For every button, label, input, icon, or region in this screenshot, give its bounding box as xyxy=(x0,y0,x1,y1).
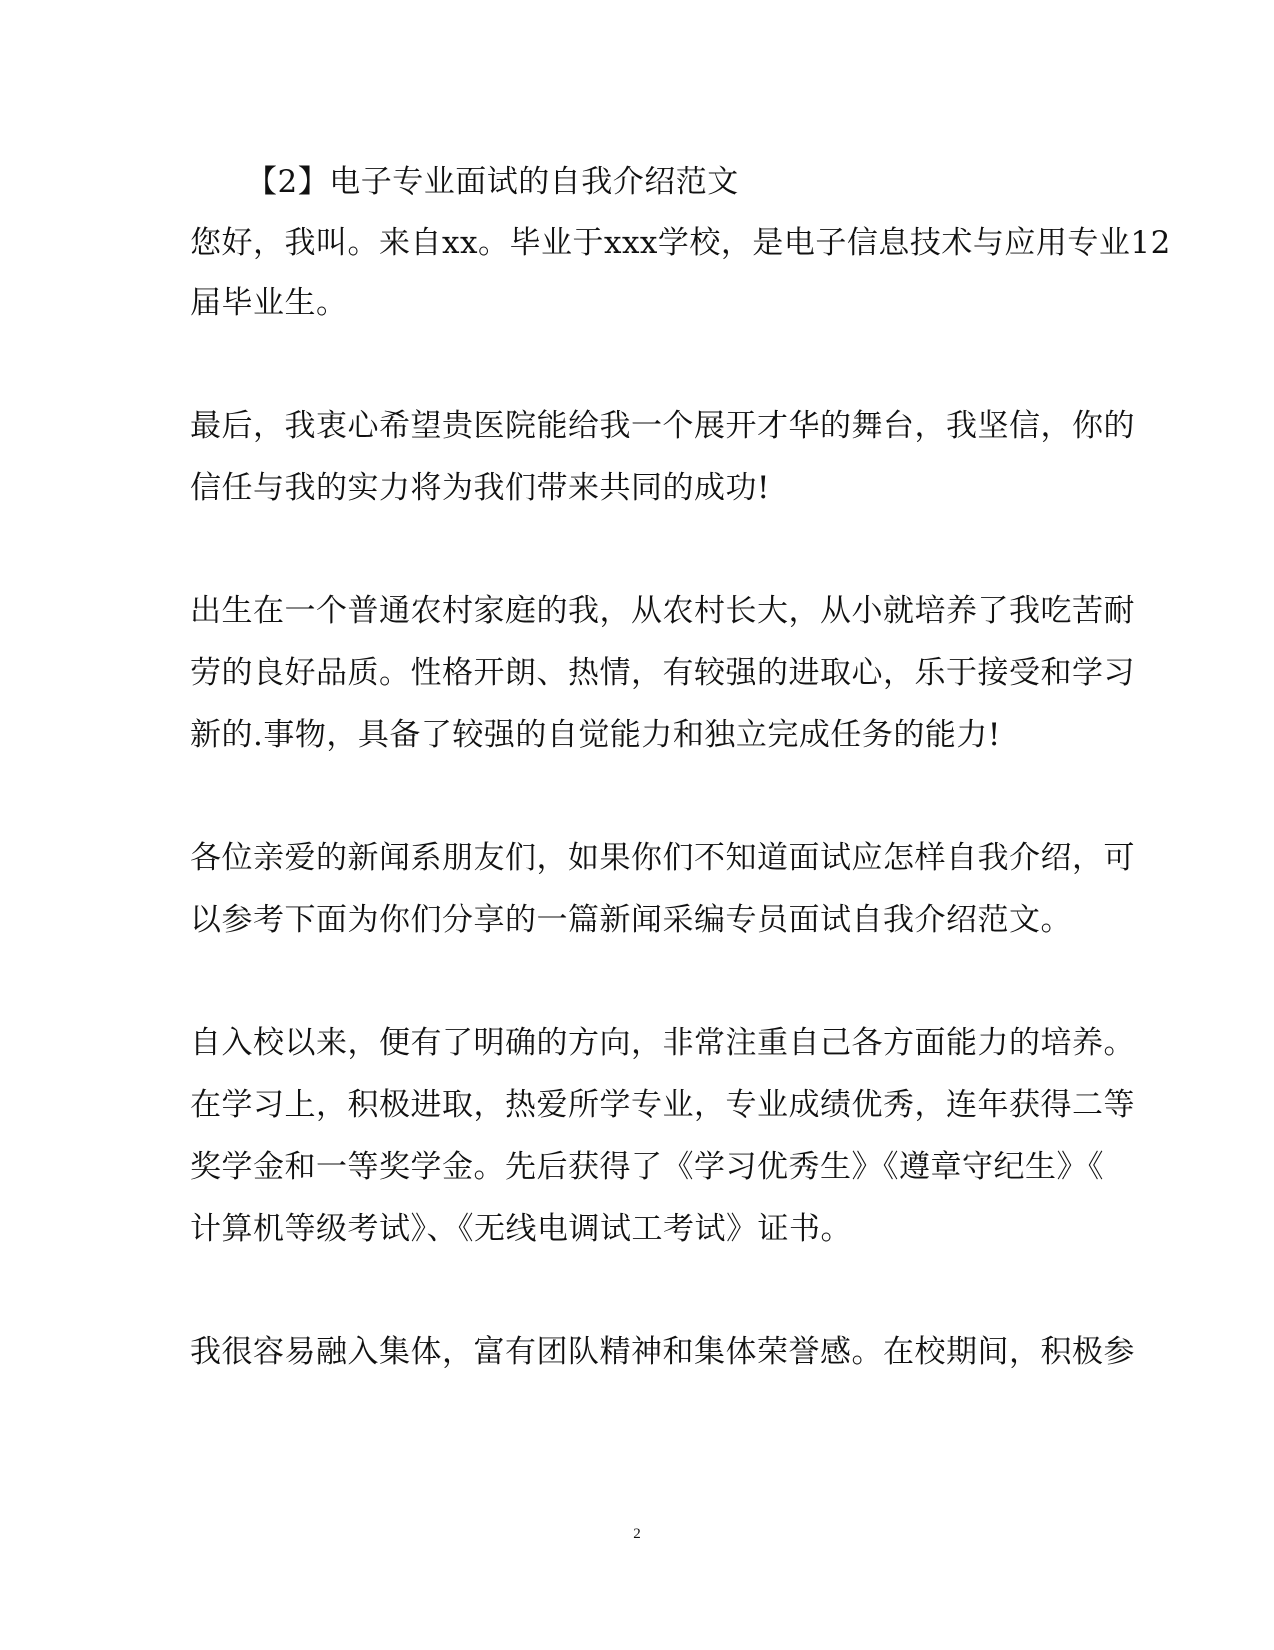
paragraph-6-line-1: 我很容易融入集体，富有团队精神和集体荣誉感。在校期间，积极参 xyxy=(190,1334,1135,1370)
paragraph-4-line-2: 以参考下面为你们分享的一篇新闻采编专员面试自我介绍范文。 xyxy=(190,902,1072,938)
paragraph-3-line-1: 出生在一个普通农村家庭的我，从农村长大，从小就培养了我吃苦耐 xyxy=(190,593,1135,629)
paragraph-3-line-3: 新的.事物，具备了较强的自觉能力和独立完成任务的能力! xyxy=(190,717,1001,753)
paragraph-1-line-1: 您好，我叫。来自xx。毕业于xxx学校，是电子信息技术与应用专业12 xyxy=(190,225,1171,261)
paragraph-5-line-1: 自入校以来，便有了明确的方向，非常注重自己各方面能力的培养。 xyxy=(190,1025,1135,1061)
paragraph-5-line-4: 计算机等级考试》、《无线电调试工考试》证书。 xyxy=(190,1211,852,1247)
paragraph-5-line-3: 奖学金和一等奖学金。先后获得了《学习优秀生》《遵章守纪生》《 xyxy=(190,1149,1104,1185)
paragraph-2-line-2: 信任与我的实力将为我们带来共同的成功! xyxy=(190,470,770,506)
paragraph-3-line-2: 劳的良好品质。性格开朗、热情，有较强的进取心，乐于接受和学习 xyxy=(190,655,1135,691)
paragraph-4-line-1: 各位亲爱的新闻系朋友们，如果你们不知道面试应怎样自我介绍，可 xyxy=(190,840,1135,876)
paragraph-2-line-1: 最后，我衷心希望贵医院能给我一个展开才华的舞台，我坚信，你的 xyxy=(190,408,1135,444)
paragraph-1-line-2: 届毕业生。 xyxy=(190,285,348,321)
page-number: 2 xyxy=(633,1526,641,1542)
paragraph-5-line-2: 在学习上，积极进取，热爱所学专业，专业成绩优秀，连年获得二等 xyxy=(190,1087,1135,1123)
section-heading: 【2】电子专业面试的自我介绍范文 xyxy=(246,164,739,200)
